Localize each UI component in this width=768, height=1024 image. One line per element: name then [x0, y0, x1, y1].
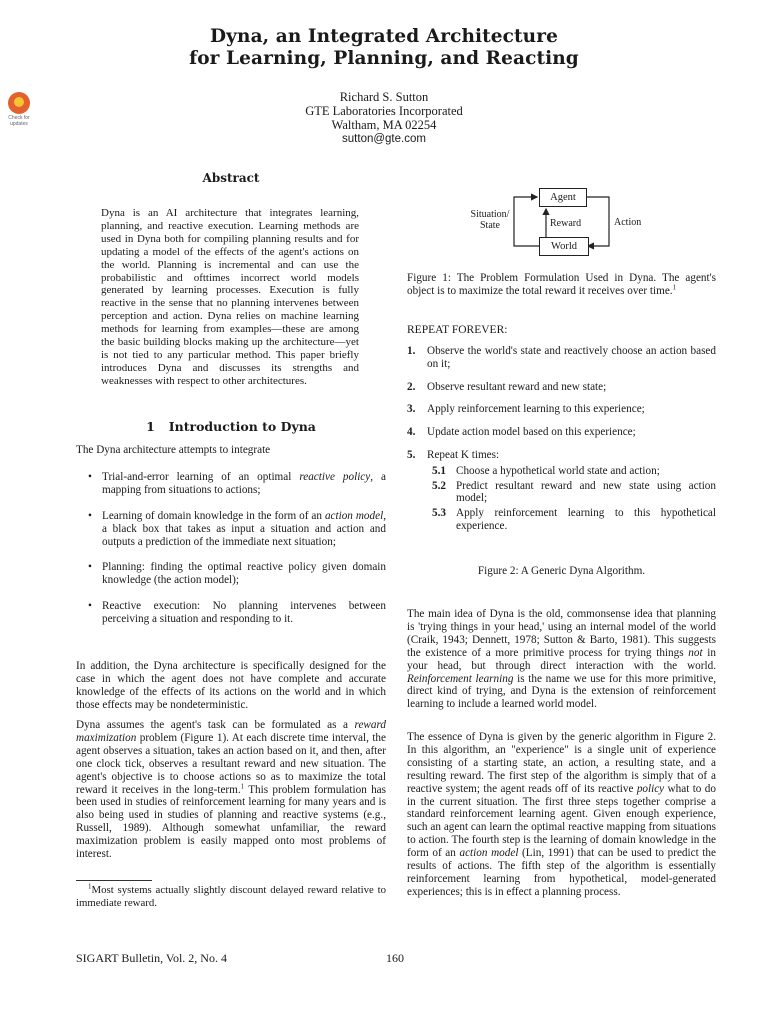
footnote: $^1$Most systems actually slightly discount delayed reward relative to immediate reward.: [76, 882, 386, 909]
paragraph-3: Dyna assumes the agent's task can be formulated as a reward maximization problem (Figure 1). At each discrete time interval, the agent observes a situation, takes an action based on it, and then, after one clock tick, observes a resultant reward and new situation. The agent's objective is to choose actions so as to maximize the total reward it receives in the long-term.$^1$ This problem formulation has been used in studies of reinforcement learning for many years and is also being used in studies of planning and reactive systems (e.g., Russell, 1989). Although somewhat unfamiliar, the reward maximization problem is easily mapped onto most problems of interest.: [76, 719, 386, 861]
list-item: • Reactive execution: No planning intervenes between perceiving a situation and responding to it.: [76, 600, 386, 626]
algorithm-steps: [407, 345, 716, 535]
badge-text: Check for updates: [8, 115, 30, 127]
location: Waltham, MA 02254: [331, 118, 437, 132]
algorithm-step: 4. Update action model based on this experience;: [407, 426, 636, 439]
journal-footer: SIGART Bulletin, Vol. 2, No. 4: [76, 951, 227, 965]
right-paragraph-2: The essence of Dyna is given by the generic algorithm in Figure 2. In this algorithm, an "experience" is a single unit of experience consisting of a starting state, an action, a resulting state, and a resulting reward. The first step of the algorithm is simply that of a reactive system; the agent reads off of its reactive policy what to do in the current situation. The first three steps together comprise a standard reinforcement learning agent. Given enough experience, such an agent can learn the optimal reactive mapping from situations to action. The fourth step is the learning of domain knowledge in the form of an action model (Lin, 1991) that can be used to predict the results of actions. The fifth step of the algorithm is essentially reinforcement learning from hypothetical, model-generated experiences; this is in effect a planning process.: [407, 731, 716, 898]
paragraph-2: In addition, the Dyna architecture is specifically designed for the case in which the agent does not have complete and accurate knowledge of the effects of its actions on the world and in which those effects may be nondeterministic.: [76, 660, 386, 711]
algorithm-substep: 5.3 Apply reinforcement learning to this hypothetical experience.: [432, 507, 716, 532]
section-heading: [76, 419, 386, 434]
action-arrow: [586, 197, 609, 246]
section-title: Introduction to Dyna: [168, 419, 316, 434]
reward-label: Reward: [550, 218, 582, 229]
action-label: Action: [614, 217, 642, 228]
figure-1-diagram: [462, 184, 652, 264]
abstract-text: Dyna is an AI architecture that integrates learning, planning, and reactive execution. Learning methods are used in Dyna both for compiling planning results and for updating a model of the effects of the agent's actions on the world. Planning is incremental and can use the probabilistic and ofttimes incorrect world models generated by learning processes. Execution is fully reactive in the sense that no planning intervenes between perception and action. Dyna relies on machine learning methods for learning from examples—these are among the basic building blocks making up the architecture—yet is not tied to any particular method. This paper briefly introduces Dyna and discusses its strengths and weaknesses with respect to other architectures.: [101, 207, 359, 387]
situation-label: Situation/ State: [470, 209, 510, 231]
algorithm-header: REPEAT FOREVER:: [407, 324, 508, 336]
section-number: 1: [146, 419, 155, 434]
agent-box: Agent: [539, 188, 587, 207]
affiliation: GTE Laboratories Incorporated: [305, 104, 463, 118]
footnote-rule: [76, 880, 152, 881]
list-item: • Trial-and-error learning of an optimal reactive policy, a mapping from situations to actions;: [76, 471, 386, 497]
algorithm-step: 2. Observe resultant reward and new state;: [407, 380, 607, 393]
author-email: sutton@gte.com: [342, 133, 426, 145]
right-paragraph-1: The main idea of Dyna is the old, commonsense idea that planning is 'trying things in your head,' using an internal model of the world (Craik, 1943; Dennett, 1978; Sutton & Barto, 1981). This suggests the existence of a more primitive process for trying things not in your head, but through direct interaction with the world. Reinforcement learning is the name we use for this more primitive, direct kind of trying, and Dyna is the extension of reinforcement learning to include a learned world model.: [407, 608, 717, 711]
abstract-heading: Abstract: [202, 171, 260, 185]
author-block: [0, 90, 768, 146]
intro-sentence: The Dyna architecture attempts to integrate: [76, 444, 271, 456]
figure-1-caption: Figure 1: The Problem Formulation Used in Dyna. The agent's object is to maximize the total reward it receives over time.$^1$: [407, 272, 716, 297]
algorithm-substep: 5.1 Choose a hypothetical world state and action;: [432, 464, 660, 477]
algorithm-step: 5. Repeat K times:: [407, 448, 500, 461]
page-number: 160: [386, 951, 404, 965]
algorithm-substep: 5.2 Predict resultant reward and new state using action model;: [432, 479, 716, 505]
figure-2-caption: Figure 2: A Generic Dyna Algorithm.: [477, 565, 646, 577]
paper-title: Dyna, an Integrated Architecture for Learning, Planning, and Reacting: [189, 26, 579, 69]
world-box: World: [539, 237, 589, 256]
feature-list: [76, 471, 386, 626]
list-item: • Planning: finding the optimal reactive policy given domain knowledge (the action model);: [76, 561, 386, 587]
algorithm-step: 1. Observe the world's state and reactively choose an action based on it;: [407, 345, 716, 370]
left-column-body: [76, 444, 386, 626]
algorithm-step: 3. Apply reinforcement learning to this experience;: [407, 403, 645, 416]
list-item: • Learning of domain knowledge in the form of an action model, a black box that takes as input a situation and action and outputs a prediction of the immediate next situation;: [76, 510, 386, 549]
author-name: Richard S. Sutton: [339, 90, 429, 104]
